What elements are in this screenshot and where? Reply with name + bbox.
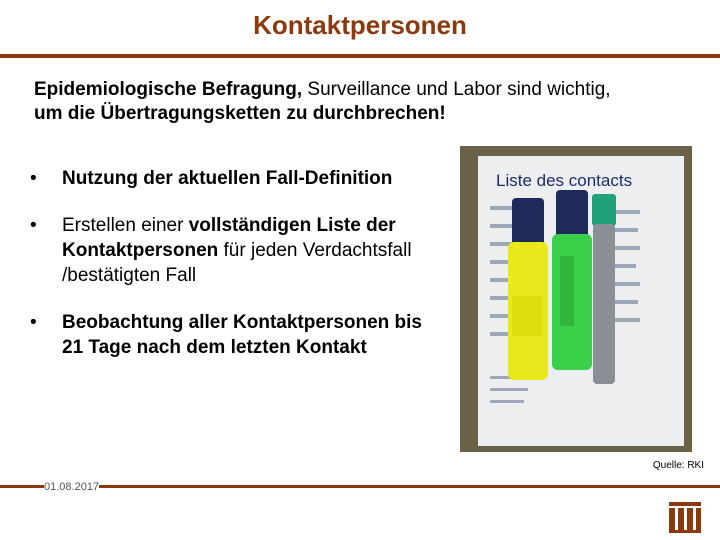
- intro-text: [34, 78, 634, 126]
- bold-text-run: Epidemiologische Befragung,: [34, 79, 303, 100]
- text-run: Surveillance und Labor sind wichtig,: [302, 79, 611, 100]
- footer-divider: [0, 485, 720, 488]
- bullet-item: [28, 213, 448, 288]
- bold-text-run: um die Übertragungsketten zu durchbrechen!: [34, 103, 446, 124]
- yellow-highlighter: [508, 198, 548, 380]
- green-highlighter: [552, 190, 592, 370]
- bullet-symbol: •: [30, 168, 37, 189]
- rki-logo-icon: [668, 500, 702, 534]
- bullet-symbol: •: [30, 312, 37, 333]
- source-note: Quelle: RKI: [652, 460, 704, 471]
- text-run: für jeden Verdachtsfall /bestätigten Fall: [62, 240, 412, 286]
- bullet-text: [62, 215, 412, 286]
- teal-marker: [592, 194, 616, 384]
- note-heading: Liste des contacts: [496, 171, 633, 190]
- bullet-item: [28, 310, 448, 360]
- contact-list-photo: [460, 146, 692, 452]
- bullet-text: [62, 312, 422, 358]
- bold-text-run: Beobachtung aller Kontaktpersonen bis 21 Tage nach dem letzten Kontakt: [62, 312, 422, 358]
- slide-title: Kontaktpersonen: [253, 10, 467, 40]
- bullet-list: [28, 166, 448, 382]
- text-run: Erstellen einer: [62, 215, 189, 236]
- bold-text-run: vollständigen Liste der Kontaktpersonen: [62, 215, 396, 261]
- slide-date: 01.08.2017: [44, 481, 100, 493]
- bullet-symbol: •: [30, 215, 37, 236]
- bullet-item: [28, 166, 448, 191]
- title-divider: [0, 54, 720, 58]
- bold-text-run: Nutzung der aktuellen Fall-Definition: [62, 168, 393, 189]
- bullet-text: [62, 168, 392, 189]
